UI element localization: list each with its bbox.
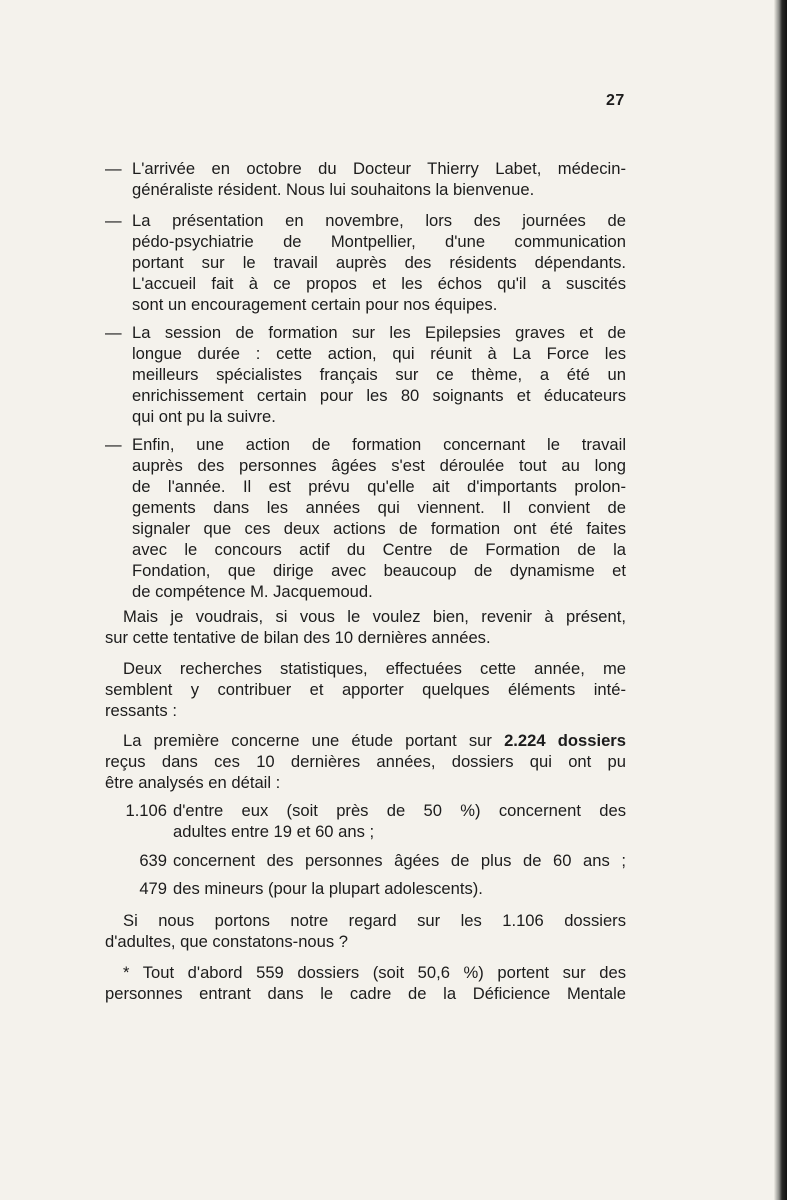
text-line: Enfin, une action de formation concernant le travail: [132, 435, 626, 454]
text-line: pédo-psychiatrie de Montpellier, d'une communication: [132, 232, 626, 251]
text-line: personnes entrant dans le cadre de la Déficience Mentale: [105, 984, 626, 1003]
text-line: reçus dans ces 10 dernières années, dossiers qui ont pu: [105, 752, 626, 771]
text-line: d'entre eux (soit près de 50 %) concernent des: [173, 801, 626, 820]
text-line: adultes entre 19 et 60 ans ;: [173, 822, 375, 841]
paragraph: [105, 606, 626, 648]
text-line: La session de formation sur les Epilepsies graves et de: [132, 323, 626, 342]
paragraph: [105, 658, 626, 721]
text-line: des mineurs (pour la plupart adolescents).: [173, 879, 483, 898]
paragraph: [105, 730, 626, 793]
bullet-item: [132, 322, 626, 427]
bullet-dash: —: [105, 435, 122, 454]
paragraph: [105, 962, 626, 1004]
stat-text: [173, 800, 626, 842]
bullet-item: [132, 210, 626, 315]
text-line: Fondation, que dirige avec beaucoup de dynamisme et: [132, 561, 626, 580]
text-line: portant sur le travail auprès des résidents dépendants.: [132, 253, 626, 272]
bold-figure: 2.224 dossiers: [504, 731, 626, 750]
stat-number: 639: [139, 851, 167, 870]
text-line: auprès des personnes âgées s'est déroulée tout au long: [132, 456, 626, 475]
text-line: sont un encouragement certain pour nos équipes.: [132, 295, 498, 314]
stat-number: 1.106: [125, 801, 167, 820]
bullet-dash: —: [105, 159, 122, 178]
stat-number: 479: [139, 879, 167, 898]
bullet-dash: —: [105, 211, 122, 230]
stat-text: [173, 878, 626, 899]
text-line: concernent des personnes âgées de plus de 60 ans ;: [173, 851, 626, 870]
text-line: Mais je voudrais, si vous le voulez bien, revenir à présent,: [123, 607, 626, 626]
text-line: Deux recherches statistiques, effectuées cette année, me: [123, 659, 626, 678]
paragraph: [105, 910, 626, 952]
page-number: 27: [606, 92, 625, 109]
text-line: de l'année. Il est prévu qu'elle ait d'importants prolon-: [132, 477, 626, 496]
text-line: qui ont pu la suivre.: [132, 407, 276, 426]
page-edge: [774, 0, 787, 1200]
text-line: ressants :: [105, 701, 177, 720]
text-line: signaler que ces deux actions de formation ont été faites: [132, 519, 626, 538]
bullet-dash: —: [105, 323, 122, 342]
bullet-item: [132, 434, 626, 602]
text-line: généraliste résident. Nous lui souhaitons la bienvenue.: [132, 180, 535, 199]
text-line: La présentation en novembre, lors des journées de: [132, 211, 626, 230]
text-line: [105, 730, 626, 751]
text-line: d'adultes, que constatons-nous ?: [105, 932, 349, 951]
text-line: longue durée : cette action, qui réunit à La Force les: [132, 344, 626, 363]
text-line: meilleurs spécialistes français sur ce thème, a été un: [132, 365, 626, 384]
text-line: être analysés en détail :: [105, 773, 281, 792]
text-line: Si nous portons notre regard sur les 1.106 dossiers: [123, 911, 626, 930]
text-run: La première concerne une étude portant sur: [123, 731, 505, 750]
stat-text: [173, 850, 626, 871]
text-line: de compétence M. Jacquemoud.: [132, 582, 373, 601]
text-line: gements dans les années qui viennent. Il convient de: [132, 498, 626, 517]
text-line: * Tout d'abord 559 dossiers (soit 50,6 %) portent sur des: [123, 963, 626, 982]
text-line: L'arrivée en octobre du Docteur Thierry Labet, médecin-: [132, 159, 626, 178]
text-line: enrichissement certain pour les 80 soignants et éducateurs: [132, 386, 626, 405]
text-line: semblent y contribuer et apporter quelques éléments inté-: [105, 680, 626, 699]
text-line: L'accueil fait à ce propos et les échos qu'il a suscités: [132, 274, 626, 293]
bullet-item: [132, 158, 626, 200]
text-line: sur cette tentative de bilan des 10 dernières années.: [105, 628, 491, 647]
text-line: avec le concours actif du Centre de Formation de la: [132, 540, 626, 559]
